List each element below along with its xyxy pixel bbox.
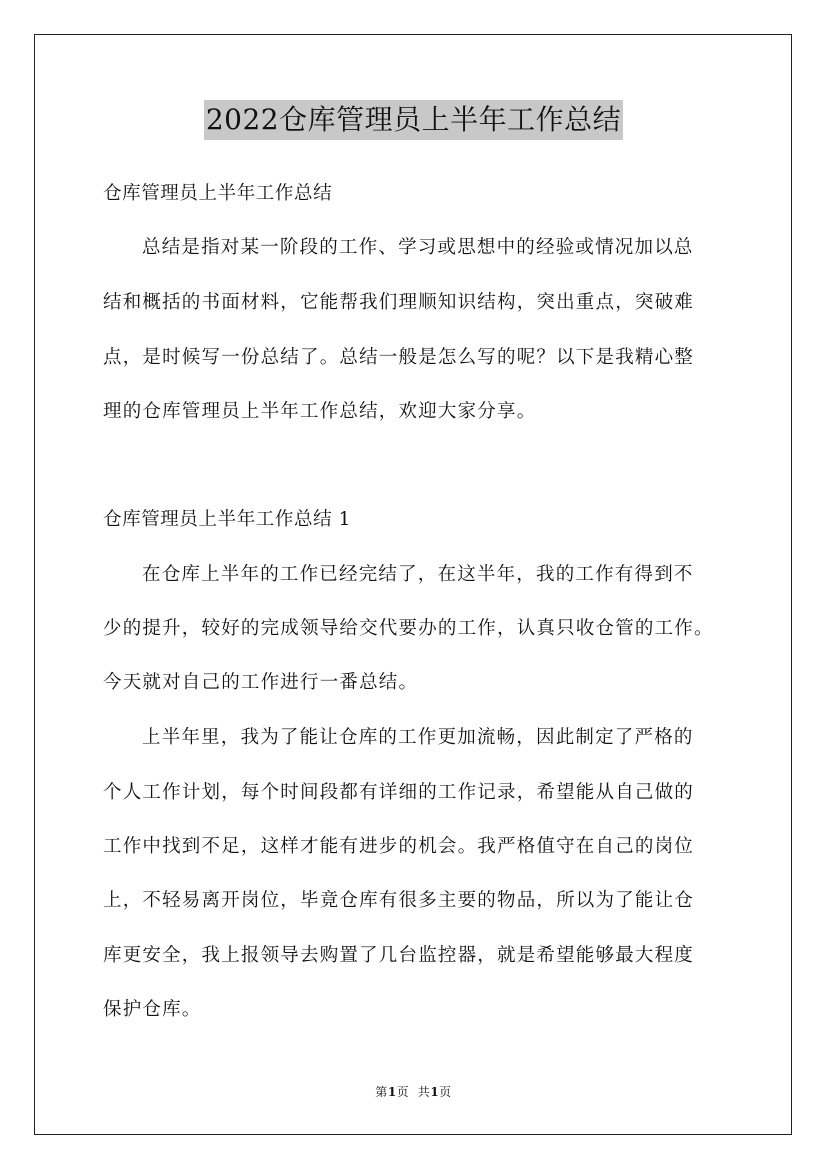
paragraph-line: 总结是指对某一阶段的工作、学习或思想中的经验或情况加以总 [142, 237, 694, 258]
paragraph-line: 在仓库上半年的工作已经完结了，在这半年，我的工作有得到不 [142, 564, 694, 585]
section-heading-intro: 仓库管理员上半年工作总结 [103, 183, 333, 204]
paragraph-line: 结和概括的书面材料，它能帮我们理顺知识结构，突出重点，突破难 [103, 292, 695, 313]
footer-page-prefix: 第 [375, 1085, 388, 1099]
document-title: 2022仓库管理员上半年工作总结 [204, 100, 623, 140]
paragraph-line: 工作中找到不足，这样才能有进步的机会。我严格值守在自己的岗位 [103, 836, 695, 857]
paragraph-line: 个人工作计划，每个时间段都有详细的工作记录，希望能从自己做的 [103, 782, 695, 803]
paragraph-line: 少的提升，较好的完成领导给交代要办的工作，认真只收仓管的工作。 [103, 618, 714, 639]
paragraph-line: 上，不轻易离开岗位，毕竟仓库有很多主要的物品，所以为了能让仓 [103, 890, 695, 911]
footer-page-current: 1 [387, 1085, 397, 1099]
footer-page-mid: 页 共 [396, 1085, 431, 1099]
footer-page-total: 1 [430, 1085, 440, 1099]
title-container [0, 100, 827, 140]
paragraph-line: 库更安全，我上报领导去购置了几台监控器，就是希望能够最大程度 [103, 945, 695, 966]
footer-page-suffix: 页 [439, 1085, 452, 1099]
paragraph-line: 点，是时候写一份总结了。总结一般是怎么写的呢？以下是我精心整 [103, 347, 695, 368]
paragraph-line: 今天就对自己的工作进行一番总结。 [103, 672, 419, 693]
paragraph-line: 理的仓库管理员上半年工作总结，欢迎大家分享。 [103, 401, 537, 422]
paragraph-line: 保护仓库。 [103, 999, 202, 1020]
paragraph-line: 上半年里，我为了能让仓库的工作更加流畅，因此制定了严格的 [142, 727, 694, 748]
section-heading-1: 仓库管理员上半年工作总结 1 [103, 509, 352, 530]
page-footer [0, 1083, 827, 1101]
